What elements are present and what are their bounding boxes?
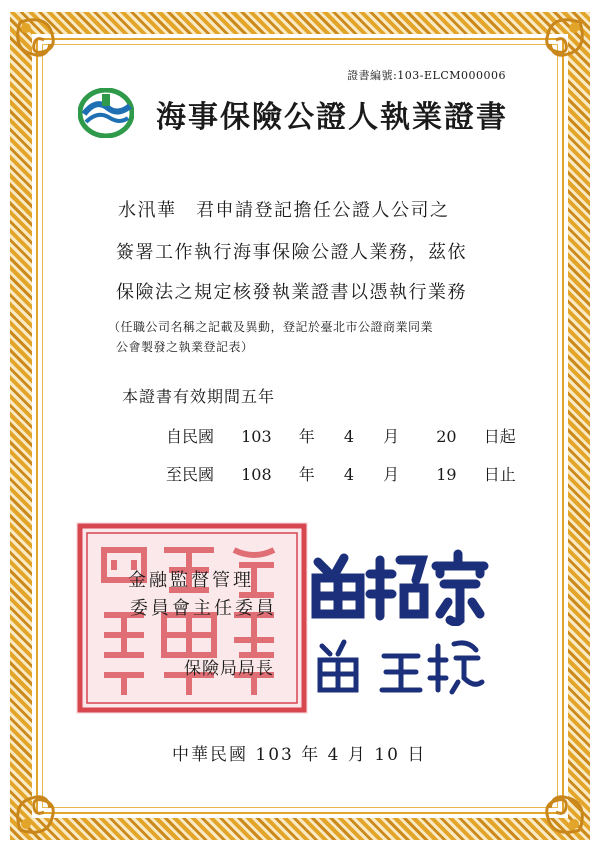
valid-to-year: 108: [241, 465, 272, 484]
issue-date: 中華民國 103 年 4 月 10 日: [172, 745, 427, 765]
corner-ornament-icon: [12, 14, 82, 84]
certificate-number-value: 103-ELCM000006: [397, 69, 506, 82]
fsc-logo-icon: [78, 88, 134, 138]
note-line: （任職公司名稱之記載及異動，登記於臺北市公證商業同業: [108, 320, 434, 334]
validity-period: 本證書有效期間五年: [122, 387, 276, 406]
valid-from-suffix: 日起: [483, 427, 516, 446]
body-line: 簽署工作執行海事保險公證人業務，茲依: [116, 242, 467, 263]
certificate-header: [78, 88, 538, 138]
certificate-title: 海事保險公證人執業證書: [156, 100, 508, 135]
valid-to-row: [166, 462, 516, 485]
corner-ornament-icon: [12, 768, 82, 838]
corner-ornament-icon: [518, 14, 588, 84]
month-unit: 月: [383, 427, 400, 446]
valid-from-row: [166, 424, 516, 447]
body-line: 保險法之規定核發執業證書以憑執行業務: [116, 282, 467, 303]
valid-from-prefix: 自民國: [166, 427, 215, 446]
year-unit: 年: [298, 427, 315, 446]
valid-from-year: 103: [241, 427, 272, 446]
bureau-title: 保險局局長: [184, 659, 274, 679]
year-unit: 年: [298, 465, 315, 484]
note-line: 公會製發之執業登記表）: [116, 340, 254, 354]
month-unit: 月: [383, 465, 400, 484]
corner-ornament-icon: [518, 768, 588, 838]
valid-to-suffix: 日止: [483, 465, 516, 484]
body-line: 水汛華 君申請登記擔任公證人公司之: [118, 200, 450, 221]
valid-to-month: 4: [343, 465, 355, 484]
valid-to-prefix: 至民國: [166, 465, 215, 484]
agency-line: 金融監督管理: [128, 570, 254, 591]
chairman-signature: [308, 548, 494, 626]
agency-line: 委員會主任委員: [130, 598, 277, 619]
valid-to-day: 19: [436, 465, 457, 484]
certificate-number-label: 證書編號: [347, 69, 394, 82]
director-signature: [314, 632, 490, 702]
valid-from-day: 20: [436, 427, 457, 446]
certificate-number: 證書編號:103-ELCM000006: [347, 69, 506, 82]
valid-from-month: 4: [343, 427, 355, 446]
